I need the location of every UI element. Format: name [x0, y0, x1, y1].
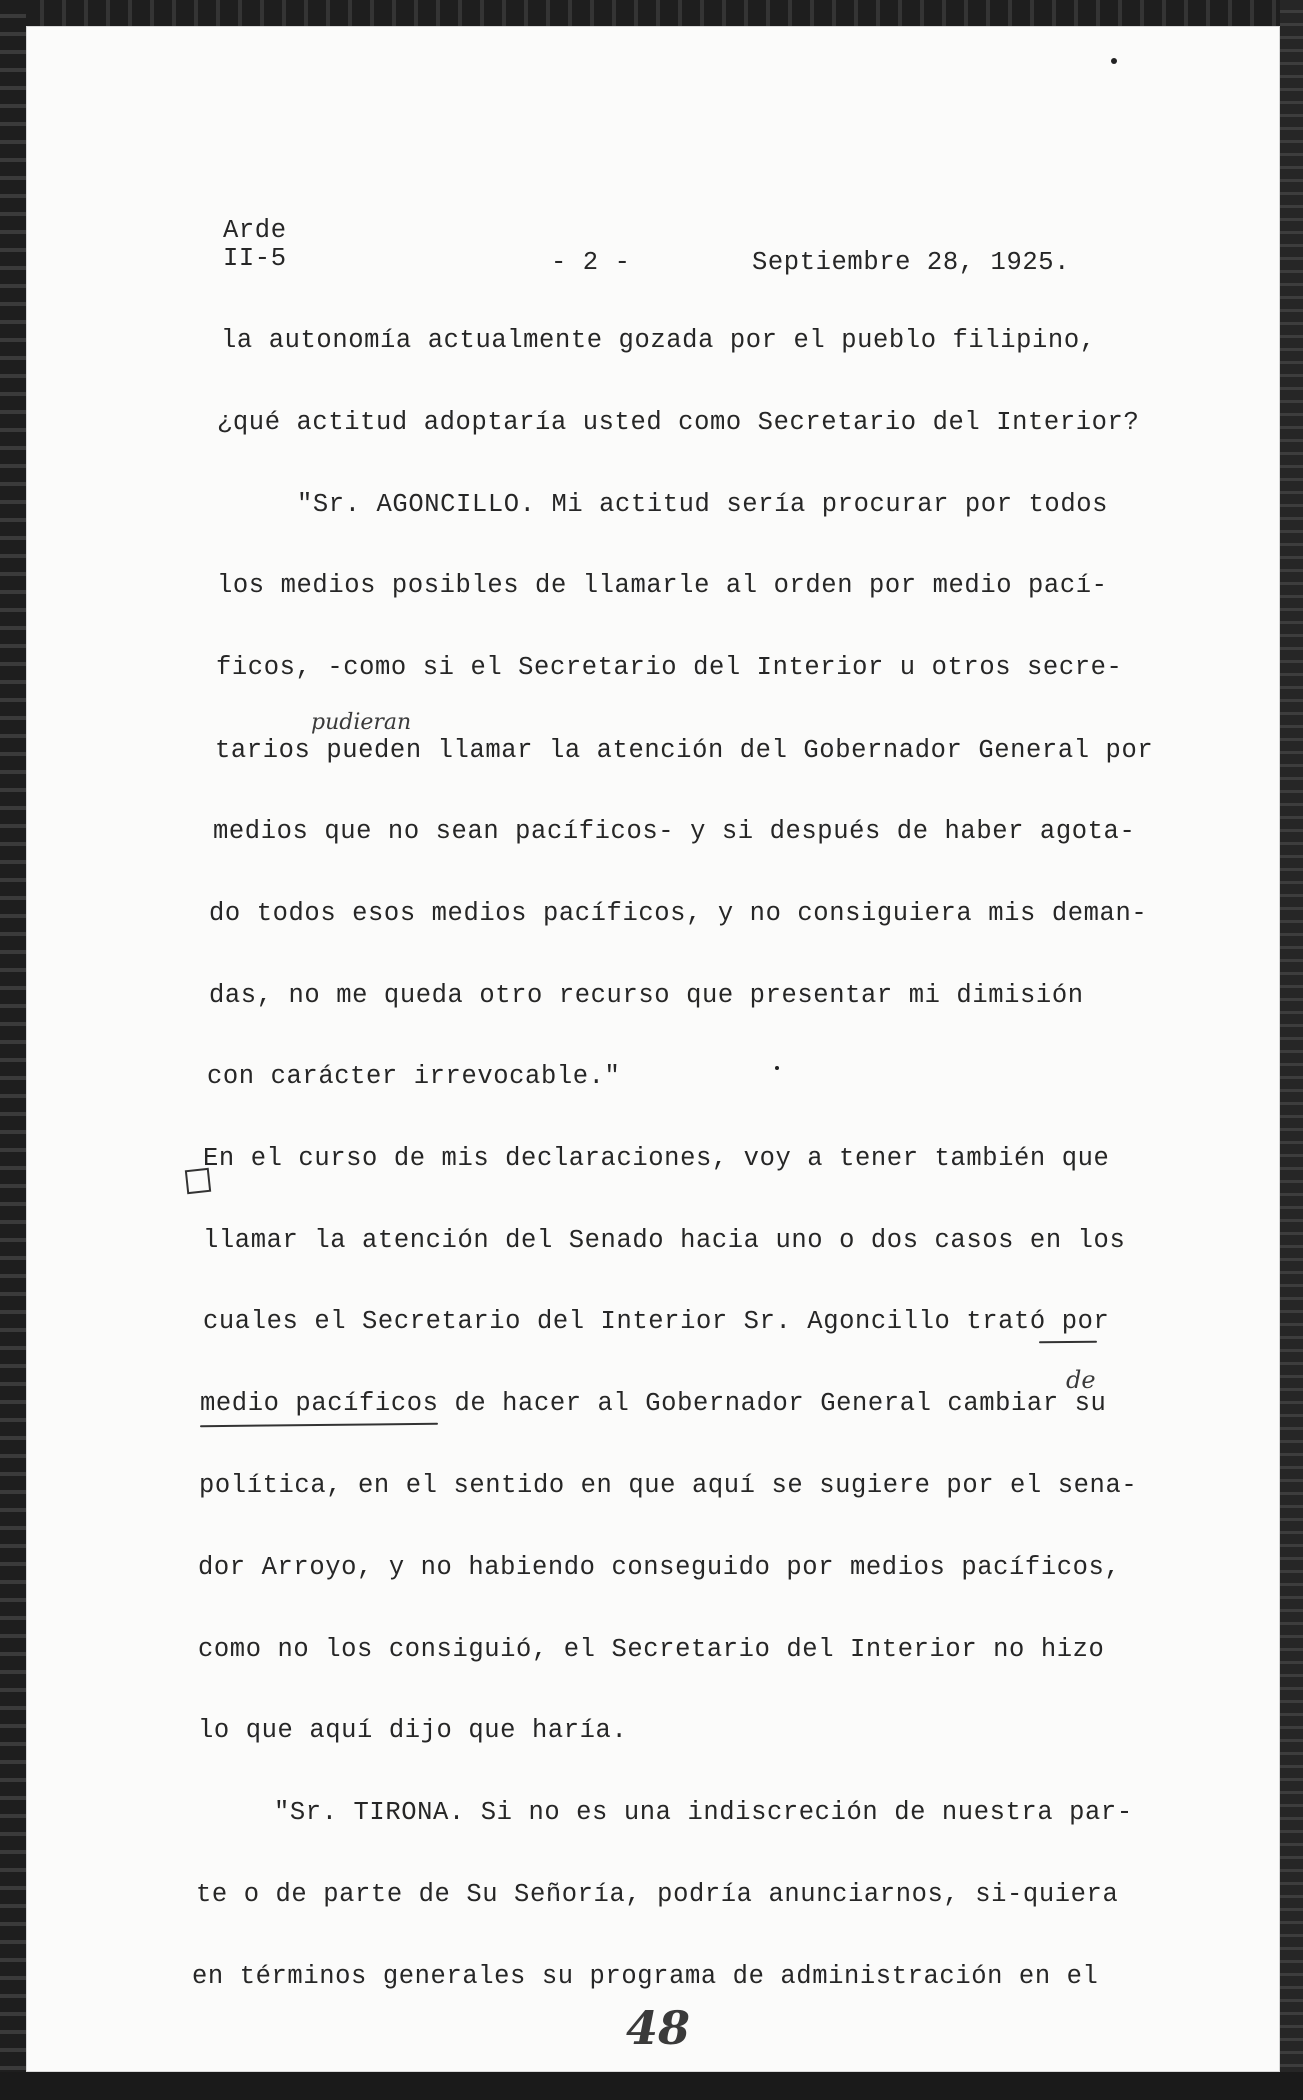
text-line: con carácter irrevocable."	[207, 1062, 621, 1091]
text-line: do todos esos medios pacíficos, y no consiguiera mis deman-	[209, 899, 1148, 928]
header-date: Septiembre 28, 1925.	[752, 248, 1071, 277]
text-line: "Sr. AGONCILLO. Mi actitud sería procurar por todos	[297, 490, 1109, 519]
text-line: medios que no sean pacíficos- y si después de haber agota-	[213, 817, 1136, 846]
text-line-with-correction	[215, 736, 1153, 765]
scan-speck	[775, 1066, 779, 1070]
text-line: en términos generales su programa de administración en el	[192, 1962, 1099, 1991]
text-line: los medios posibles de llamarle al orden por medio pací-	[217, 571, 1108, 600]
page-number: - 2 -	[551, 248, 631, 277]
text-line: tarios pueden llamar la atención del Gobernador General por	[215, 736, 1154, 765]
text-line: medio pacíficos de hacer al Gobernador General cambiar su	[200, 1389, 1107, 1418]
handwritten-insertion: de	[1066, 1366, 1096, 1394]
document-page	[26, 26, 1280, 2072]
text-line: como no los consiguió, el Secretario del Interior no hizo	[198, 1635, 1105, 1664]
text-line: llamar la atención del Senado hacia uno o dos casos en los	[203, 1226, 1126, 1255]
text-line: cuales el Secretario del Interior Sr. Agoncillo trató por	[203, 1307, 1110, 1336]
text-line: te o de parte de Su Señoría, podría anunciarnos, si-quiera	[196, 1880, 1119, 1909]
folio-number: 48	[626, 2001, 691, 2055]
text-line: ¿qué actitud adoptaría usted como Secretario del Interior?	[217, 408, 1140, 437]
text-line: lo que aquí dijo que haría.	[198, 1716, 628, 1745]
text-line: "Sr. TIRONA. Si no es una indiscreción de nuestra par-	[274, 1798, 1133, 1827]
pen-underline	[1039, 1341, 1097, 1344]
text-line: ficos, -como si el Secretario del Interior u otros secre-	[216, 653, 1123, 682]
text-line: política, en el sentido en que aquí se sugiere por el sena-	[199, 1471, 1138, 1500]
scan-border-left	[0, 0, 26, 2100]
text-line: dor Arroyo, y no habiendo conseguido por medios pacíficos,	[198, 1553, 1121, 1582]
pen-underline	[200, 1423, 438, 1427]
header-code: II-5	[223, 244, 287, 273]
scan-speck	[1111, 58, 1117, 64]
text-line: En el curso de mis declaraciones, voy a tener también que	[203, 1144, 1110, 1173]
scan-border-right	[1280, 0, 1303, 2100]
scan-border-bottom	[0, 2072, 1303, 2100]
header-initials: Arde	[223, 216, 287, 245]
text-line: das, no me queda otro recurso que presentar mi dimisión	[209, 981, 1084, 1010]
text-line: la autonomía actualmente gozada por el pueblo filipino,	[221, 326, 1096, 355]
scan-border-top	[0, 0, 1303, 26]
handwritten-insertion: pudieran	[311, 710, 412, 735]
